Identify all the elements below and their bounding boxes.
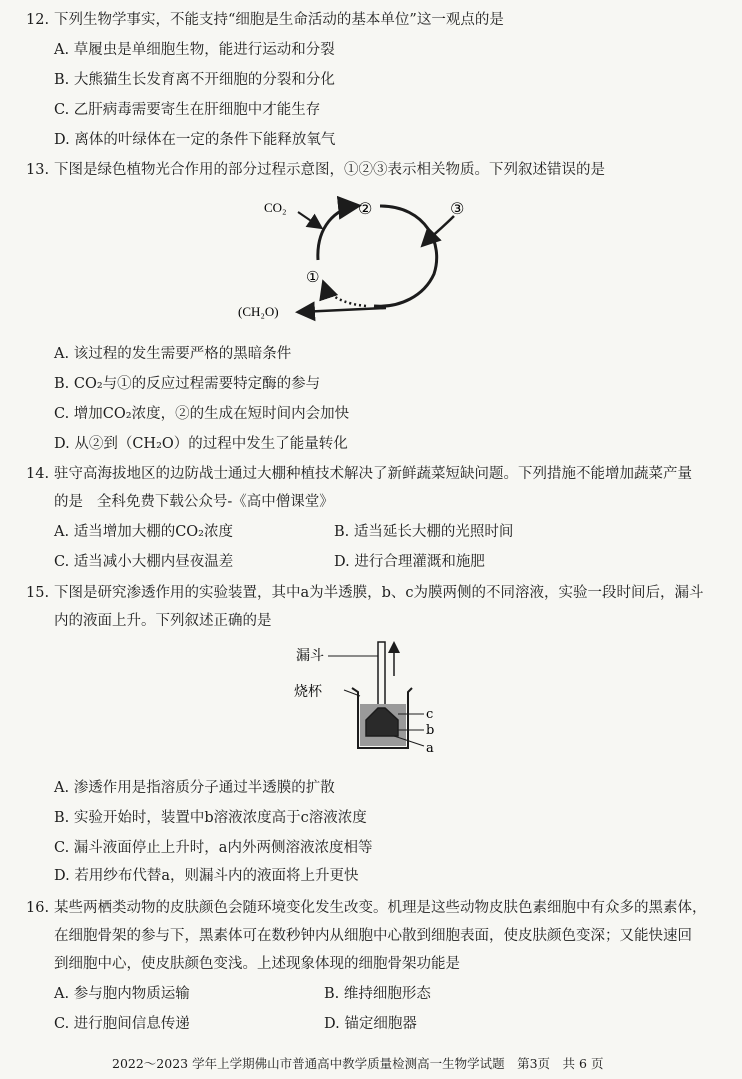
q14-option-a	[54, 522, 233, 542]
q16-stem-line3: 到细胞中心，使皮肤颜色变浅。上述现象体现的细胞骨架功能是	[54, 956, 460, 972]
q13-option-d	[54, 434, 348, 454]
q15-number: 15.	[26, 585, 50, 601]
q16-option-a	[54, 984, 190, 1004]
option-label: D.	[54, 868, 70, 884]
q14-number: 14.	[26, 466, 50, 482]
ch2o-label: (CH₂O)	[238, 304, 279, 319]
q15-option-b	[54, 808, 367, 828]
option-label: A.	[54, 780, 70, 796]
q14-option-b	[334, 522, 513, 542]
page-footer: 2022～2023 学年上学期佛山市普通高中教学质量检测高一生物学试题 第3页 共 6 页	[112, 1056, 604, 1071]
option-label: D.	[334, 554, 350, 570]
option-text: 适当减小大棚内昼夜温差	[73, 554, 234, 570]
option-label: C.	[54, 406, 70, 422]
q12-option-c	[54, 100, 320, 120]
option-text: 实验开始时，装置中b溶液浓度高于c溶液浓度	[73, 810, 367, 826]
q15-stem-line2: 内的液面上升。下列叙述正确的是	[54, 613, 272, 629]
option-text: 进行胞间信息传递	[73, 1016, 190, 1032]
q13-option-c	[54, 404, 349, 424]
q13-stem: 下图是绿色植物光合作用的部分过程示意图，①②③表示相关物质。下列叙述错误的是	[54, 162, 605, 178]
q16-stem-line1: 某些两栖类动物的皮肤颜色会随环境变化发生改变。机理是这些动物皮肤色素细胞中有众多的黑素体，	[54, 900, 707, 916]
option-text: 适当延长大棚的光照时间	[353, 524, 514, 540]
osmosis-apparatus-diagram	[290, 636, 450, 760]
option-label: A.	[54, 986, 70, 1002]
option-label: B.	[334, 524, 350, 540]
option-text: 漏斗液面停止上升时，a内外两侧溶液浓度相等	[73, 840, 373, 856]
option-label: B.	[54, 376, 70, 392]
cycle-arc-left	[318, 206, 356, 260]
option-label: B.	[324, 986, 340, 1002]
q13-option-a	[54, 344, 291, 364]
dotted-return-arc	[324, 284, 366, 306]
q16-stem-line2: 在细胞骨架的参与下，黑素体可在数秒钟内从细胞中心散到细胞表面，使皮肤颜色变深；又能快速回	[54, 928, 692, 944]
watermark-text: 全科免费下载公众号-《高中僧课堂》	[96, 494, 334, 510]
option-label: B.	[54, 810, 70, 826]
q16-number: 16.	[26, 900, 50, 916]
funnel-label: 漏斗	[296, 648, 324, 664]
option-text: 锚定细胞器	[344, 1016, 417, 1032]
q16-option-d	[324, 1014, 417, 1034]
option-text: 增加CO₂浓度，②的生成在短时间内会加快	[73, 406, 350, 422]
q15-option-c	[54, 838, 372, 858]
q14-option-c	[54, 552, 233, 572]
option-label: C.	[54, 840, 70, 856]
option-text: 大熊猫生长发育离不开细胞的分裂和分化	[73, 72, 335, 88]
q12-stem: 下列生物学事实，不能支持“细胞是生命活动的基本单位”这一观点的是	[54, 12, 504, 28]
q12-option-d	[54, 130, 335, 150]
option-text: 若用纱布代替a，则漏斗内的液面将上升更快	[74, 868, 359, 884]
option-text: 草履虫是单细胞生物，能进行运动和分裂	[73, 42, 335, 58]
calvin-cycle-diagram	[236, 192, 506, 327]
q14-stem-line2	[54, 492, 334, 512]
option-label: A.	[54, 524, 70, 540]
q15-option-a	[54, 778, 335, 798]
q14-stem-end: 的是	[54, 494, 83, 510]
q15-stem-line1: 下图是研究渗透作用的实验装置，其中a为半透膜，b、c为膜两侧的不同溶液，实验一段时间后，漏斗	[54, 585, 704, 601]
option-label: A.	[54, 346, 70, 362]
q13-number: 13.	[26, 162, 50, 178]
option-label: D.	[54, 132, 70, 148]
b-label: b	[426, 723, 435, 738]
option-label: C.	[54, 102, 70, 118]
m1-label: ①	[306, 268, 320, 286]
option-text: 进行合理灌溉和施肥	[354, 554, 485, 570]
option-label: A.	[54, 42, 70, 58]
funnel-tube	[378, 642, 385, 714]
q15-option-d	[54, 866, 358, 886]
option-label: B.	[54, 72, 70, 88]
option-text: 参与胞内物质运输	[73, 986, 190, 1002]
co2-label: CO₂	[264, 200, 287, 215]
q14-stem-line1: 驻守高海拔地区的边防战士通过大棚种植技术解决了新鲜蔬菜短缺问题。下列措施不能增加蔬菜产量	[54, 466, 692, 482]
m3-label: ③	[450, 199, 465, 218]
option-text: 维持细胞形态	[343, 986, 431, 1002]
q16-option-c	[54, 1014, 190, 1034]
option-label: C.	[54, 554, 70, 570]
c-label: c	[426, 707, 434, 722]
option-label: D.	[324, 1016, 340, 1032]
option-label: D.	[54, 436, 70, 452]
option-text: 离体的叶绿体在一定的条件下能释放氧气	[74, 132, 336, 148]
option-text: 渗透作用是指溶质分子通过半透膜的扩散	[73, 780, 335, 796]
ch2o-arrow	[300, 308, 386, 312]
co2-arrow	[298, 212, 320, 227]
q13-option-b	[54, 374, 320, 394]
q12-option-b	[54, 70, 335, 90]
option-text: 乙肝病毒需要寄生在肝细胞中才能生存	[73, 102, 321, 118]
option-text: 适当增加大棚的CO₂浓度	[73, 524, 233, 540]
cycle-arc-right	[374, 206, 437, 306]
beaker-label: 烧杯	[294, 684, 322, 700]
q16-option-b	[324, 984, 431, 1004]
q14-option-d	[334, 552, 485, 572]
q12-option-a	[54, 40, 335, 60]
option-label: C.	[54, 1016, 70, 1032]
option-text: 从②到（CH₂O）的过程中发生了能量转化	[74, 436, 348, 452]
q12-number: 12.	[26, 12, 50, 28]
m2-label: ②	[358, 199, 373, 218]
option-text: CO₂与①的反应过程需要特定酶的参与	[73, 376, 321, 392]
option-text: 该过程的发生需要严格的黑暗条件	[73, 346, 292, 362]
a-label: a	[426, 741, 434, 756]
